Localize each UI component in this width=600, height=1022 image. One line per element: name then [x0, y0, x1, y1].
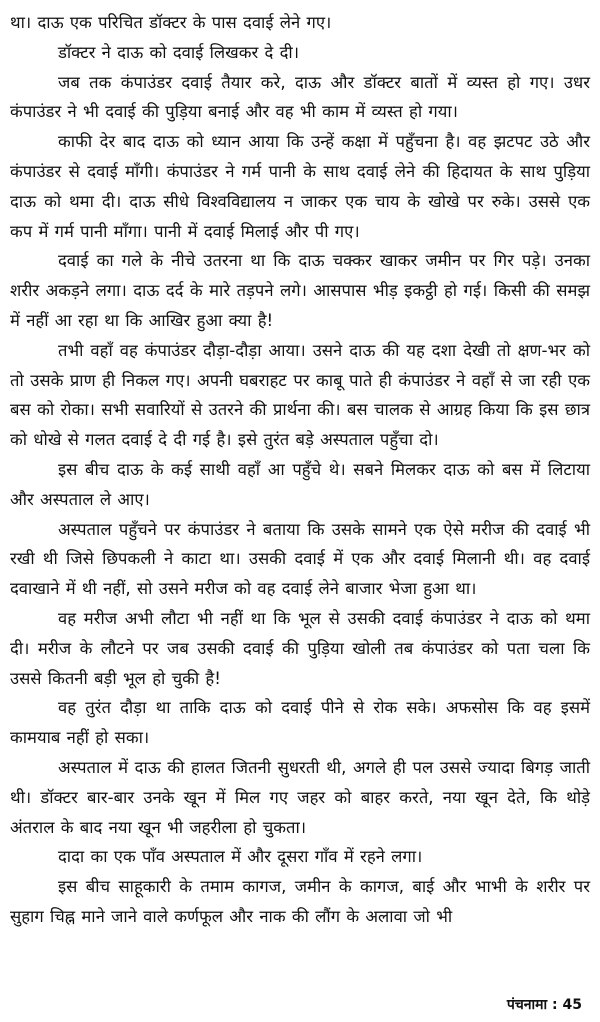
- page-footer: पंचनामा : 45: [506, 997, 582, 1013]
- paragraph: वह मरीज अभी लौटा भी नहीं था कि भूल से उसकी दवाई कंपाउंडर ने दाऊ को थमा दी। मरीज के लौटने पर जब उसकी दवाई की पुड़िया खोली तब कंपाउंडर को पता चला कि उससे कितनी बड़ी भूल हो चुकी है!: [10, 608, 590, 688]
- paragraph-continuation: था। दाऊ एक परिचित डॉक्टर के पास दवाई लेने गए।: [10, 13, 332, 32]
- paragraph: इस बीच साहूकारी के तमाम कागज, जमीन के कागज, बाई और भाभी के शरीर पर सुहाग चिह्न माने जाने वाले कर्णफूल और नाक की लौंग के अलावा जो भी: [10, 877, 590, 926]
- paragraph: अस्पताल पहुँचने पर कंपाउंडर ने बताया कि उसके सामने एक ऐसे मरीज की दवाई भी रखी थी जिसे छिपकली ने काटा था। उसकी दवाई में एक और दवाई मिलानी थी। वह दवाई दवाखाने में थी नहीं, सो उसने मरीज को वह दवाई लेने बाजार भेजा हुआ था।: [10, 519, 590, 599]
- paragraph: डॉक्टर ने दाऊ को दवाई लिखकर दे दी।: [58, 42, 300, 62]
- paragraph: तभी वहाँ वह कंपाउंडर दौड़ा-दौड़ा आया। उसने दाऊ की यह दशा देखी तो क्षण-भर को तो उसके प्राण ही निकल गए। अपनी घबराहट पर काबू पाते ही कंपाउंडर ने वहाँ से जा रही एक बस को रोका। सभी सवारियों से उतरने की प्रार्थना की। बस चालक से आग्रह किया कि इस छात्र को धोखे से गलत दवाई दे दी गई है। इसे तुरंत बड़े अस्पताल पहुँचा दो।: [10, 340, 590, 450]
- paragraph: इस बीच दाऊ के कई साथी वहाँ आ पहुँचे थे। सबने मिलकर दाऊ को बस में लिटाया और अस्पताल ले आए।: [10, 459, 590, 509]
- paragraph: दादा का एक पाँव अस्पताल में और दूसरा गाँव में रहने लगा।: [58, 847, 423, 867]
- paragraph: वह तुरंत दौड़ा था ताकि दाऊ को दवाई पीने से रोक सके। अफसोस कि वह इसमें कामयाब नहीं हो सका।: [10, 698, 590, 748]
- paragraph: दवाई का गले के नीचे उतरना था कि दाऊ चक्कर खाकर जमीन पर गिर पड़े। उनका शरीर अकड़ने लगा। दाऊ दर्द के मारे तड़पने लगे। आसपास भीड़ इकट्ठी हो गई। किसी की समझ में नहीं आ रहा था कि आखिर हुआ क्या है!: [10, 251, 590, 330]
- paragraph: जब तक कंपाउंडर दवाई तैयार करे, दाऊ और डॉक्टर बातों में व्यस्त हो गए। उधर कंपाउंडर ने भी दवाई की पुड़िया बनाई और वह भी काम में व्यस्त हो गया।: [10, 72, 590, 122]
- paragraph: काफी देर बाद दाऊ को ध्यान आया कि उन्हें कक्षा में पहुँचना है। वह झटपट उठे और कंपाउंडर से दवाई माँगी। कंपाउंडर ने गर्म पानी के साथ दवाई लेने की हिदायत के साथ पुड़िया दाऊ को थमा दी। दाऊ सीधे विश्वविद्यालय न जाकर एक चाय के खोखे पर रुके। उससे एक कप में गर्म पानी माँगा। पानी में दवाई मिलाई और पी गए।: [10, 132, 590, 241]
- paragraph: अस्पताल में दाऊ की हालत जितनी सुधरती थी, अगले ही पल उससे ज्यादा बिगड़ जाती थी। डॉक्टर बार-बार उनके खून में मिल गए जहर को बाहर करते, नया खून देते, कि थोड़े अंतराल के बाद नया खून भी जहरीला हो चुकता।: [10, 757, 590, 837]
